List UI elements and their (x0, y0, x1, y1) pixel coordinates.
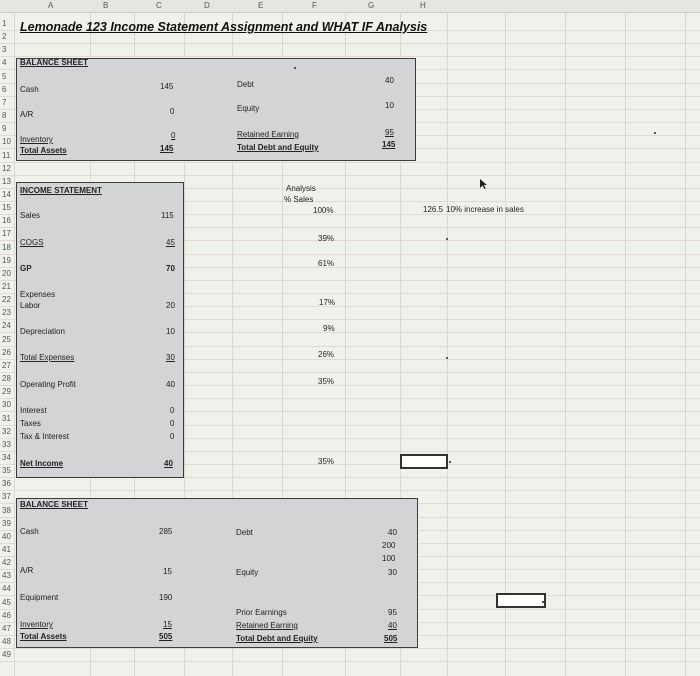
row-number[interactable]: 11 (2, 150, 11, 160)
row-number[interactable]: 27 (2, 360, 11, 370)
row-number[interactable]: 35 (2, 466, 11, 476)
what-if-note: 10% increase in sales (446, 205, 524, 214)
bs2-inventory-label: Inventory (20, 620, 53, 629)
bs2-prior-label: Prior Earnings (236, 608, 287, 617)
column-header-bar (0, 0, 700, 13)
row-number[interactable]: 6 (2, 84, 7, 94)
income-row-value[interactable]: 70 (166, 264, 175, 273)
income-row-value[interactable]: 10 (166, 327, 175, 336)
income-row-value[interactable]: 20 (166, 301, 175, 310)
row-number[interactable]: 9 (2, 124, 7, 134)
row-number[interactable]: 15 (2, 203, 11, 213)
row-number[interactable]: 3 (2, 45, 7, 55)
bs1-ar-label: A/R (20, 110, 34, 119)
bs1-debt-label: Debt (237, 80, 254, 89)
row-number[interactable]: 42 (2, 558, 11, 568)
row-number[interactable]: 20 (2, 268, 11, 278)
bs2-debt-value-1[interactable]: 40 (388, 528, 397, 537)
row-number[interactable]: 13 (2, 176, 11, 186)
row-number[interactable]: 10 (2, 137, 11, 147)
income-row-value[interactable]: 45 (166, 238, 175, 247)
row-number[interactable]: 33 (2, 439, 11, 449)
bs2-ar-value[interactable]: 15 (163, 567, 172, 576)
balance-sheet-bottom-header: BALANCE SHEET (20, 500, 89, 509)
row-number[interactable]: 8 (2, 111, 7, 121)
row-number[interactable]: 38 (2, 505, 11, 515)
row-number[interactable]: 25 (2, 334, 11, 344)
row-number[interactable]: 49 (2, 650, 11, 660)
column-header-f[interactable]: F (312, 1, 317, 10)
income-row-value[interactable]: 40 (164, 459, 173, 468)
bs1-total-de-label: Total Debt and Equity (237, 143, 319, 152)
bs1-retained-value[interactable]: 95 (385, 128, 394, 137)
bs2-equipment-label: Equipment (20, 593, 59, 602)
mouse-cursor-icon (478, 178, 488, 190)
selected-cell-bottom-right[interactable] (496, 593, 546, 608)
what-if-value[interactable]: 126.5 (423, 205, 444, 214)
income-row-value[interactable]: 30 (166, 353, 175, 362)
bs2-prior-value[interactable]: 95 (388, 608, 397, 617)
income-statement-header: INCOME STATEMENT (20, 186, 102, 195)
balance-sheet-top-box (16, 58, 416, 161)
bs1-total-assets-value[interactable]: 145 (160, 144, 174, 153)
row-number[interactable]: 12 (2, 163, 11, 173)
row-number[interactable]: 32 (2, 426, 11, 436)
income-row-pct-sales[interactable]: 35% (318, 457, 335, 466)
row-number[interactable]: 2 (2, 32, 7, 42)
cell-marker (446, 238, 448, 240)
row-number[interactable]: 37 (2, 492, 11, 502)
income-row-label: Sales (20, 211, 41, 220)
income-row-value[interactable]: 40 (166, 380, 175, 389)
row-number[interactable]: 31 (2, 413, 11, 423)
bs1-cash-value[interactable]: 145 (160, 82, 174, 91)
bs2-debt-value-3[interactable]: 100 (382, 554, 396, 563)
column-header-e[interactable]: E (258, 1, 264, 10)
row-number[interactable]: 39 (2, 518, 11, 528)
income-row-pct-sales[interactable]: 9% (323, 324, 335, 333)
row-number[interactable]: 14 (2, 189, 11, 199)
row-number[interactable]: 40 (2, 531, 11, 541)
cell-marker (294, 67, 296, 69)
column-header-g[interactable]: G (368, 1, 375, 10)
row-number[interactable]: 26 (2, 347, 11, 357)
column-header-d[interactable]: D (204, 1, 210, 10)
income-row-label: COGS (20, 238, 44, 247)
row-number[interactable]: 34 (2, 452, 11, 462)
bs2-cash-label: Cash (20, 527, 39, 536)
bs2-equipment-value[interactable]: 190 (159, 593, 173, 602)
balance-sheet-top-header: BALANCE SHEET (20, 58, 89, 67)
row-number[interactable]: 48 (2, 637, 11, 647)
income-row-value[interactable]: 0 (170, 432, 175, 441)
income-row-value[interactable]: 115 (161, 211, 174, 220)
row-number[interactable]: 19 (2, 255, 11, 265)
row-number[interactable]: 4 (2, 58, 7, 68)
row-number[interactable]: 5 (2, 71, 7, 81)
cell-marker (446, 357, 448, 359)
cell-marker (654, 132, 656, 134)
row-number[interactable]: 16 (2, 216, 11, 226)
row-number[interactable]: 1 (2, 19, 7, 28)
column-header-a[interactable]: A (48, 1, 54, 10)
row-number[interactable]: 24 (2, 321, 11, 331)
income-row-pct-sales[interactable]: 35% (318, 377, 335, 386)
income-row-value[interactable]: 0 (170, 406, 175, 415)
income-row-pct-sales[interactable]: 61% (318, 259, 335, 268)
income-row-label: Net Income (20, 459, 64, 468)
row-number[interactable]: 41 (2, 545, 11, 554)
row-number[interactable]: 18 (2, 242, 11, 252)
bs2-inventory-value[interactable]: 15 (163, 620, 172, 629)
bs1-inventory-label: Inventory (20, 135, 53, 144)
bs1-total-assets-label: Total Assets (20, 146, 67, 155)
selected-cell-net-income-whatif[interactable] (400, 454, 448, 469)
row-number[interactable]: 43 (2, 571, 11, 581)
row-number[interactable]: 46 (2, 610, 11, 620)
bs1-equity-value[interactable]: 10 (385, 101, 394, 110)
income-row-label: Taxes (20, 419, 41, 428)
pct-sales-label: % Sales (284, 195, 314, 204)
row-number[interactable]: 45 (2, 597, 11, 607)
bs1-inventory-value[interactable]: 0 (171, 131, 176, 140)
bs2-total-assets-value[interactable]: 505 (159, 632, 173, 641)
column-header-b[interactable]: B (103, 1, 109, 10)
income-row-label: Labor (20, 301, 41, 310)
bs2-retained-value[interactable]: 40 (388, 621, 397, 630)
bs2-total-de-label: Total Debt and Equity (236, 634, 318, 643)
income-row-value[interactable]: 0 (170, 419, 175, 428)
bs2-debt-label: Debt (236, 528, 253, 537)
column-header-c[interactable]: C (156, 1, 162, 10)
bs2-equity-value[interactable]: 30 (388, 568, 397, 577)
row-number[interactable]: 30 (2, 400, 11, 410)
income-row-pct-sales[interactable]: 17% (319, 298, 336, 307)
row-number[interactable]: 29 (2, 387, 11, 397)
cell-marker (449, 461, 451, 463)
row-number[interactable]: 47 (2, 623, 11, 633)
income-row-label: GP (20, 264, 32, 273)
row-number[interactable]: 22 (2, 295, 11, 305)
row-number[interactable]: 21 (2, 282, 11, 291)
bs2-ar-label: A/R (20, 566, 34, 575)
bs1-retained-label: Retained Earning (237, 130, 299, 139)
row-number[interactable]: 7 (2, 97, 7, 107)
row-number[interactable]: 17 (2, 229, 11, 239)
income-row-pct-sales[interactable]: 26% (318, 350, 335, 359)
balance-sheet-bottom-box (16, 498, 418, 648)
bs2-retained-label: Retained Earning (236, 621, 298, 630)
income-row-label: Operating Profit (20, 380, 77, 389)
row-number[interactable]: 28 (2, 374, 11, 384)
sheet-title: Lemonade 123 Income Statement Assignment and WHAT IF Analysis (20, 20, 428, 34)
column-header-h[interactable]: H (420, 1, 426, 10)
bs1-debt-value[interactable]: 40 (385, 76, 394, 85)
cell-marker (542, 601, 544, 603)
bs2-cash-value[interactable]: 285 (159, 527, 173, 536)
income-row-label: Total Expenses (20, 353, 75, 362)
income-row-label: Tax & Interest (20, 432, 69, 441)
bs2-debt-value-2[interactable]: 200 (382, 541, 396, 550)
income-row-label: Depreciation (20, 327, 65, 336)
row-number[interactable]: 44 (2, 584, 11, 594)
bs2-total-de-value[interactable]: 505 (384, 634, 398, 643)
bs1-total-de-value[interactable]: 145 (382, 140, 396, 149)
row-number[interactable]: 36 (2, 479, 11, 489)
row-number[interactable]: 23 (2, 308, 11, 318)
bs1-cash-label: Cash (20, 85, 39, 94)
bs1-ar-value[interactable]: 0 (170, 107, 175, 116)
bs1-equity-label: Equity (237, 104, 260, 113)
analysis-label: Analysis (286, 184, 316, 193)
income-row-pct-sales[interactable]: 39% (318, 234, 335, 243)
bs2-total-assets-label: Total Assets (20, 632, 67, 641)
income-row-label: Expenses (20, 290, 56, 299)
bs2-equity-label: Equity (236, 568, 259, 577)
income-row-label: Interest (20, 406, 47, 415)
income-row-pct-sales[interactable]: 100% (313, 206, 334, 215)
